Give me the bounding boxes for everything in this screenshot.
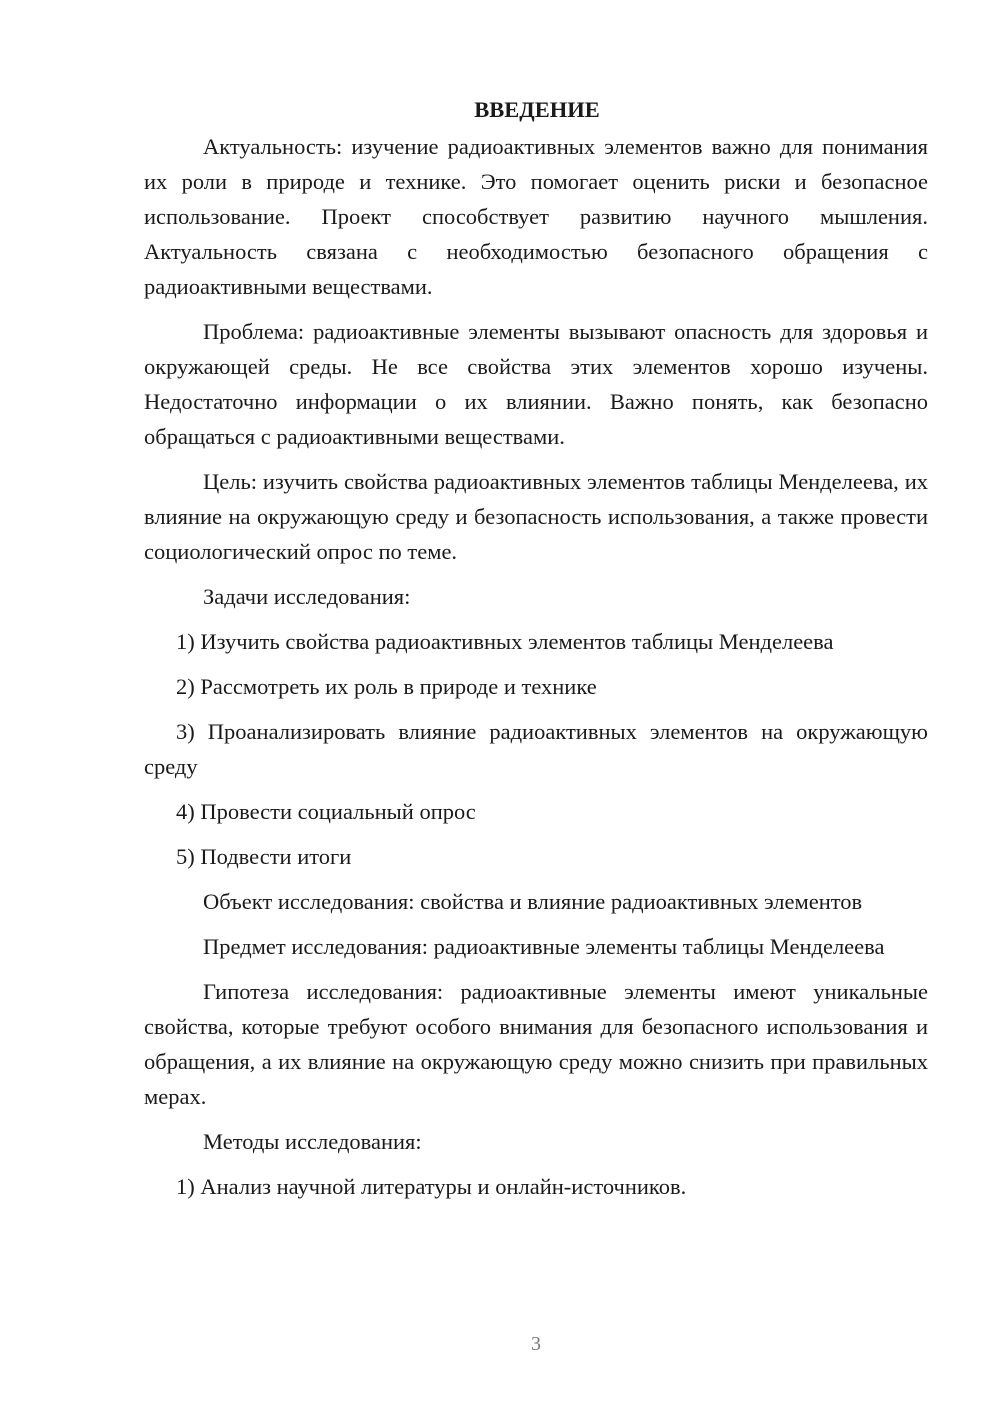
task-item-2: 2) Рассмотреть их роль в природе и технике xyxy=(176,674,597,699)
document-page xyxy=(144,92,928,1214)
section-title: ВВЕДЕНИЕ xyxy=(474,97,600,122)
object-paragraph: Объект исследования: свойства и влияние радиоактивных элементов xyxy=(203,889,863,914)
task-item-4: 4) Провести социальный опрос xyxy=(176,799,476,824)
methods-heading: Методы исследования: xyxy=(203,1129,422,1154)
goal-paragraph: Цель: изучить свойства радиоактивных элементов таблицы Менделеева, их влияние на окружающую среду и безопасность использования, а также провести социологический опрос по теме. xyxy=(144,469,928,564)
task-item-5: 5) Подвести итоги xyxy=(176,844,352,869)
problem-paragraph: Проблема: радиоактивные элементы вызывают опасность для здоровья и окружающей среды. Не все свойства этих элементов хорошо изучены. Недостаточно информации о их влиянии. Важно понять, как безопасно обращаться с радиоактивными веществами. xyxy=(144,319,928,449)
tasks-heading: Задачи исследования: xyxy=(203,584,411,609)
hypothesis-paragraph: Гипотеза исследования: радиоактивные элементы имеют уникальные свойства, которые требуют особого внимания для безопасного использования и обращения, а их влияние на окружающую среду можно снизить при правильных мерах. xyxy=(144,979,928,1109)
method-item-1: 1) Анализ научной литературы и онлайн-источников. xyxy=(176,1174,687,1199)
page-number: 3 xyxy=(531,1333,541,1355)
relevance-paragraph: Актуальность: изучение радиоактивных элементов важно для понимания их роли в природе и технике. Это помогает оценить риски и безопасное использование. Проект способствует развитию научного мышления. Актуальность связана с необходимостью безопасного обращения с радиоактивными веществами. xyxy=(144,134,928,299)
subject-paragraph: Предмет исследования: радиоактивные элементы таблицы Менделеева xyxy=(203,934,885,959)
task-item-3: 3) Проанализировать влияние радиоактивных элементов на окружающую среду xyxy=(144,719,928,779)
task-item-1: 1) Изучить свойства радиоактивных элементов таблицы Менделеева xyxy=(176,629,834,654)
